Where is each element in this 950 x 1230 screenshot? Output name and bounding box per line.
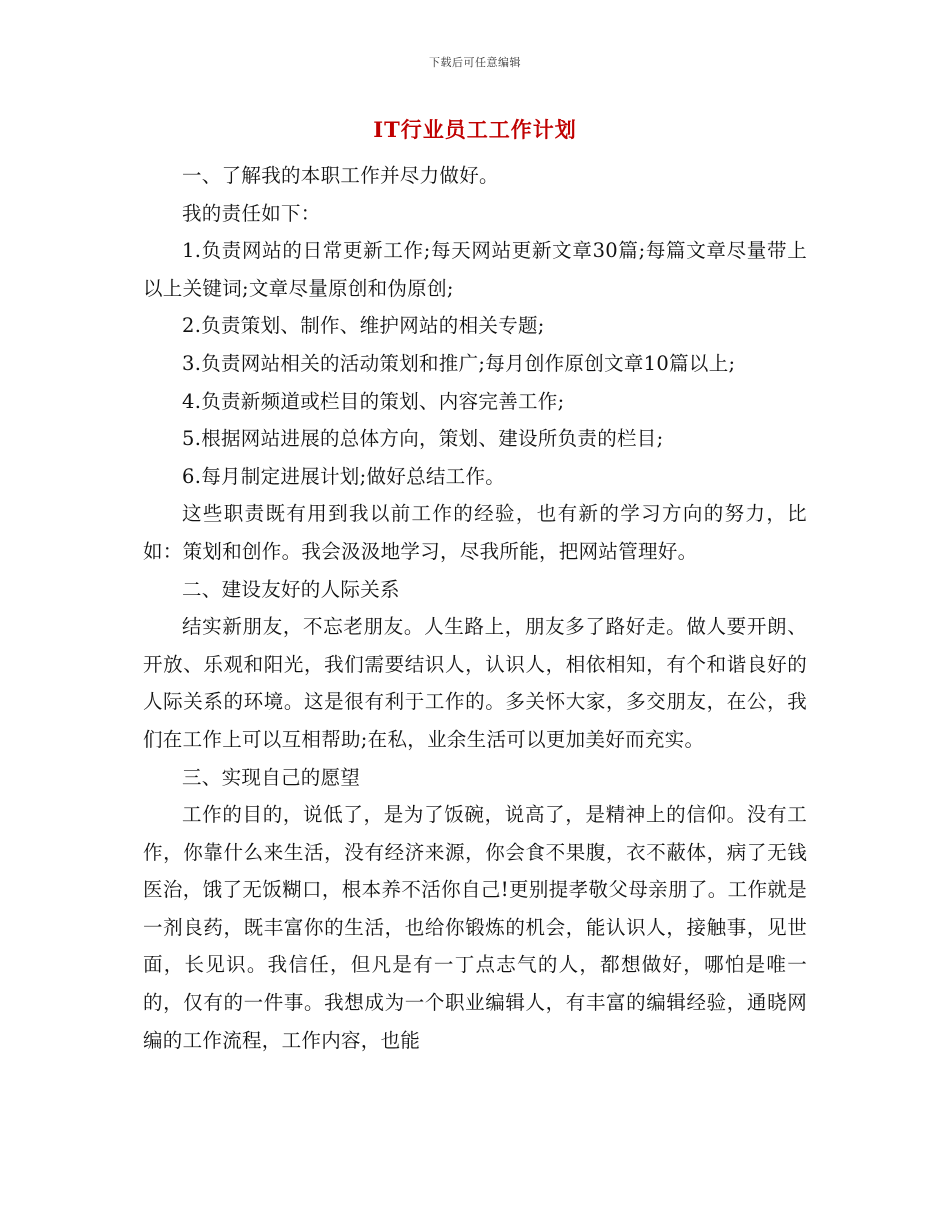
paragraph-duty-3: 3.负责网站相关的活动策划和推广;每月创作原创文章10篇以上; bbox=[182, 351, 736, 375]
paragraph-relationships: 结实新朋友，不忘老朋友。人生路上，朋友多了路好走。做人要开朗、开放、乐观和阳光，我们需要结识人，认识人，相依相知，有个和谐良好的人际关系的环境。这是很有利于工作的。多关怀大家，多交朋友，在公，我们在工作上可以互相帮助;在私，业余生活可以更加美好而充实。 bbox=[143, 615, 807, 751]
paragraph-duty-5: 5.根据网站进展的总体方向，策划、建设所负责的栏目; bbox=[182, 427, 664, 451]
paragraph-duty-4: 4.负责新频道或栏目的策划、内容完善工作; bbox=[182, 389, 565, 413]
paragraph-responsibilities-intro: 我的责任如下： bbox=[182, 201, 321, 225]
paragraph-duty-1: 1.负责网站的日常更新工作;每天网站更新文章30篇;每篇文章尽量带上以上关键词;文章尽量原创和伪原创; bbox=[143, 239, 807, 300]
paragraph-duty-6: 6.每月制定进展计划;做好总结工作。 bbox=[182, 464, 506, 488]
document-body bbox=[143, 157, 807, 1059]
paragraph-duty-2: 2.负责策划、制作、维护网站的相关专题; bbox=[182, 314, 545, 338]
paragraph-section-1-heading: 一、了解我的本职工作并尽力做好。 bbox=[182, 164, 499, 187]
paragraph-duties-summary: 这些职责既有用到我以前工作的经验，也有新的学习方向的努力，比如：策划和创作。我会汲汲地学习，尽我所能，把网站管理好。 bbox=[143, 502, 807, 563]
document-title: IT行业员工工作计划 bbox=[373, 117, 577, 142]
paragraph-aspirations: 工作的目的，说低了，是为了饭碗，说高了，是精神上的信仰。没有工作，你靠什么来生活，没有经济来源，你会食不果腹，衣不蔽体，病了无钱医治，饿了无饭糊口，根本养不活你自己!更别提孝敬父母亲朋了。工作就是一剂良药，既丰富你的生活，也给你锻炼的机会，能认识人，接触事，见世面，长见识。我信任，但凡是有一丁点志气的人，都想做好，哪怕是唯一的，仅有的一件事。我想成为一个职业编辑人，有丰富的编辑经验，通晓网编的工作流程，工作内容，也能 bbox=[143, 803, 807, 1052]
paragraph-section-3-heading: 三、实现自己的愿望 bbox=[182, 765, 361, 789]
header-note: 下载后可任意编辑 bbox=[429, 56, 521, 69]
paragraph-section-2-heading: 二、建设友好的人际关系 bbox=[182, 577, 400, 601]
